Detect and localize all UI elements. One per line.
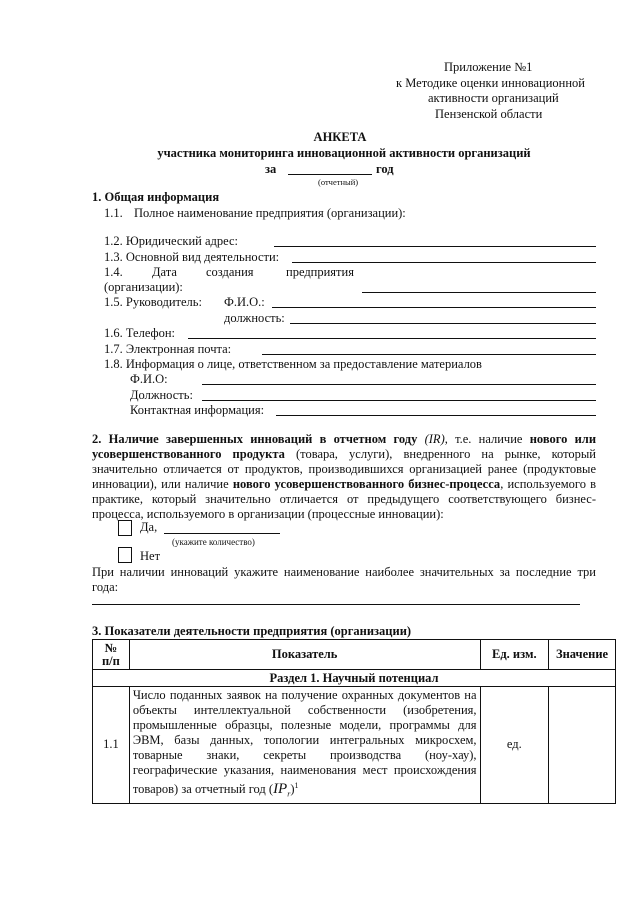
item-1-4-word-2: создания <box>206 265 254 279</box>
item-1-7-label: 1.7. Электронная почта: <box>104 342 232 356</box>
yes-checkbox[interactable] <box>118 520 132 536</box>
director-position-label: должность: <box>224 311 285 325</box>
legal-address-field[interactable] <box>274 246 596 247</box>
director-name-field[interactable] <box>272 307 596 308</box>
form-subtitle: участника мониторинга инновационной активности организаций <box>157 146 531 160</box>
header-value: Значение <box>549 640 616 670</box>
item-1-6-label: 1.6. Телефон: <box>104 326 176 340</box>
header-unit: Ед. изм. <box>480 640 549 670</box>
footnote-marker: 1 <box>294 781 299 790</box>
table-row <box>93 687 616 804</box>
creation-date-field[interactable] <box>362 292 596 293</box>
director-position-field[interactable] <box>290 323 596 324</box>
item-1-3-label: 1.3. Основной вид деятельности: <box>104 250 280 264</box>
table-header-row <box>93 640 616 670</box>
section-2-bold-a: нового или усовершенствованного продукта <box>92 432 597 461</box>
form-title: АНКЕТА <box>313 130 367 144</box>
section-2-paragraph <box>92 432 596 522</box>
period-note: (отчетный) <box>318 177 359 187</box>
phone-field[interactable] <box>188 338 596 339</box>
row-indicator-text: Число поданных заявок на получение охранных документов на объекты интеллектуальной собственности (изобретения, промышленные образцы, полезные модели, программы для ЭВМ, базы данных, топологии интегральных микросхем, товарные знаки, секреты производства (ноу-хау), географические указания, наименования мест происхождения товаров) за отчетный год <box>132 688 477 797</box>
section-2-bold-b: нового усовершенствованного бизнес-процесса <box>232 477 501 491</box>
ip-symbol: IP <box>273 781 288 798</box>
contact-person-position-label: Должность: <box>130 388 193 402</box>
section-2-heading: 2. Наличие завершенных инноваций в отчетном году <box>92 432 418 446</box>
contact-info-label: Контактная информация: <box>130 403 265 417</box>
row-indicator: Число поданных заявок на получение охранных документов на объекты интеллектуальной собственности (изобретения, промышленные образцы, полезные модели, программы для ЭВМ, базы данных, топологии интегральных микросхем, товарные знаки, секреты производства (ноу-хау), географические указания, наименования мест происхождения товаров) за отчетный год $(IP_r)^1$ <box>129 687 480 804</box>
indicators-table <box>92 639 616 804</box>
item-1-4-word-1: Дата <box>152 265 177 279</box>
section-3-heading: 3. Показатели деятельности предприятия (организации) <box>92 624 412 638</box>
row-value-cell[interactable] <box>549 687 616 804</box>
item-1-1-label: Полное наименование предприятия (организации): <box>134 206 406 220</box>
no-checkbox[interactable] <box>118 547 132 563</box>
period-suffix: год <box>376 162 394 176</box>
section-2-text-b: (товара, услуги), внедренного на рынке, который значительно отличается от продуктов, производившихся организацией ранее (продуктовые инновации), или наличие <box>92 447 596 491</box>
contact-info-field[interactable] <box>276 415 596 416</box>
header-number <box>93 640 130 670</box>
yes-note: (укажите количество) <box>172 537 255 547</box>
row-unit: ед. <box>480 687 549 804</box>
innovations-prompt: При наличии инноваций укажите наименование наиболее значительных за последние три года: <box>92 565 596 594</box>
no-label: Нет <box>140 549 161 563</box>
period-year-field[interactable] <box>288 174 372 175</box>
row-number: 1.1 <box>93 687 130 804</box>
yes-label: Да, <box>140 520 158 534</box>
section-1-heading: 1. Общая информация <box>92 190 220 204</box>
ip-subscript: r <box>287 789 291 799</box>
item-1-4-word-3: предприятия <box>286 265 354 279</box>
innovations-names-field[interactable] <box>92 604 580 605</box>
subsection-title: Раздел 1. Научный потенциал <box>93 670 616 687</box>
subsection-row <box>93 670 616 687</box>
appendix-line-3: активности организаций <box>428 91 559 105</box>
header-number-line-1: № <box>104 640 118 655</box>
ir-symbol: (IR) <box>424 432 445 446</box>
item-1-1-number: 1.1. <box>104 206 123 220</box>
contact-person-name-label: Ф.И.О: <box>130 372 168 386</box>
innovation-count-field[interactable] <box>164 533 280 534</box>
appendix-line-4: Пензенской области <box>435 107 543 121</box>
header-indicator: Показатель <box>129 640 480 670</box>
director-name-label: Ф.И.О.: <box>224 295 265 309</box>
item-1-4-number: 1.4. <box>104 265 123 279</box>
header-number-line-2: п/п <box>101 653 120 668</box>
contact-person-position-field[interactable] <box>202 400 596 401</box>
section-2-text-a: , т.е. наличие <box>444 432 523 446</box>
appendix-line-1: Приложение №1 <box>444 60 533 74</box>
item-1-8-label: 1.8. Информация о лице, ответственном за предоставление материалов <box>104 357 482 371</box>
period-prefix: за <box>265 162 277 176</box>
contact-person-name-field[interactable] <box>202 384 596 385</box>
appendix-line-2: к Методике оценки инновационной <box>396 76 585 90</box>
activity-type-field[interactable] <box>292 262 596 263</box>
item-1-5-label: 1.5. Руководитель: <box>104 295 202 309</box>
item-1-4-continuation: (организации): <box>104 280 183 294</box>
section-2-text-c: , используемого в практике, который значительно отличается от предыдущего соответствующего бизнес-процесса, используемого в организации (процессные инновации): <box>92 477 596 521</box>
item-1-2-label: 1.2. Юридический адрес: <box>104 234 239 248</box>
email-field[interactable] <box>262 354 596 355</box>
